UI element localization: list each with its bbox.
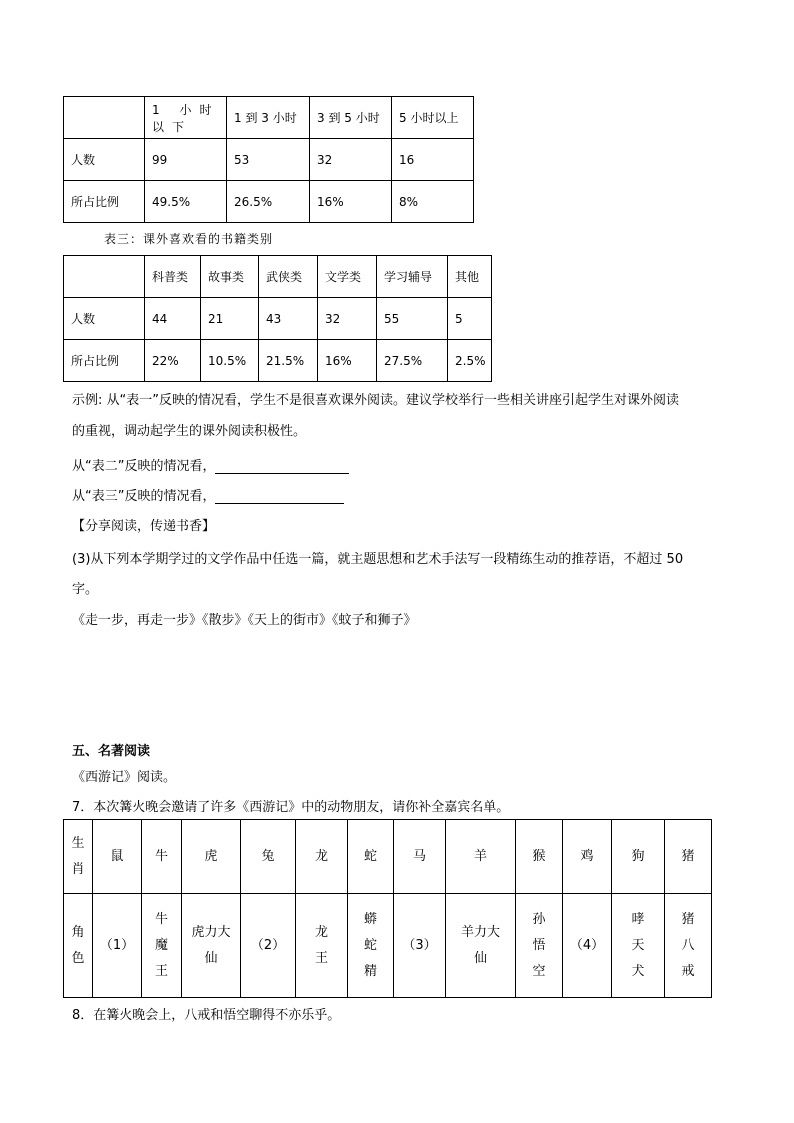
zodiac-cell xyxy=(348,820,394,894)
table-row xyxy=(64,298,492,340)
cell-text: 鸡 xyxy=(580,848,594,864)
table-cell: 53 xyxy=(227,139,310,181)
table-header-cell: 5 小时以上 xyxy=(392,97,474,139)
table-cell: 人数 xyxy=(64,139,145,181)
table-cell: 10.5% xyxy=(201,340,259,382)
role-cell xyxy=(348,894,394,998)
role-cell xyxy=(446,894,516,998)
zodiac-cell xyxy=(394,820,446,894)
cell-text: 蛇 xyxy=(363,937,377,953)
cell-text: 王 xyxy=(154,963,168,979)
question-table3 xyxy=(72,485,344,504)
table-cell: 55 xyxy=(377,298,448,340)
cell-text: （3） xyxy=(402,937,437,953)
role-cell xyxy=(516,894,563,998)
cell-text: 蛇 xyxy=(363,848,377,864)
cell-text: 天 xyxy=(631,937,645,953)
cell-text: 猴 xyxy=(532,848,546,864)
question-8-text: 8．在篝火晚会上，八戒和悟空聊得不亦乐乎。 xyxy=(72,1008,341,1023)
cell-text: 猪 xyxy=(681,911,695,927)
table-cell: 32 xyxy=(318,298,377,340)
zodiac-cell xyxy=(516,820,563,894)
zodiac-cell xyxy=(241,820,296,894)
table-cell: 人数 xyxy=(64,298,145,340)
cell-text: 羊力大 xyxy=(460,924,500,940)
role-cell xyxy=(142,894,182,998)
cell-text: 龙 xyxy=(314,924,328,940)
section-5-title: 五、名著阅读 xyxy=(72,744,151,759)
cell-text: 蟒 xyxy=(363,911,377,927)
cell-text: 虎力大 xyxy=(191,924,231,940)
role-cell xyxy=(296,894,348,998)
role-cell xyxy=(93,894,142,998)
role-cell xyxy=(665,894,712,998)
cell-text: 空 xyxy=(532,963,546,979)
reading-time-table xyxy=(63,96,474,223)
role-cell xyxy=(394,894,446,998)
question-table2 xyxy=(72,455,349,474)
cell-text: 哮 xyxy=(631,911,645,927)
question-text: 从“表二”反映的情况看， xyxy=(72,459,216,474)
cell-text: 肖 xyxy=(71,861,85,877)
table-cell: 44 xyxy=(145,298,201,340)
cell-text: 鼠 xyxy=(110,848,124,864)
zodiac-cell xyxy=(296,820,348,894)
cell-text: 羊 xyxy=(473,848,487,864)
cell-text: 角 xyxy=(71,924,85,940)
table-header-cell: 文学类 xyxy=(318,256,377,298)
cell-text: 兔 xyxy=(261,848,275,864)
section-heading: 【分享阅读，传递书香】 xyxy=(72,519,216,534)
table-row xyxy=(64,340,492,382)
table-cell: 16% xyxy=(310,181,392,223)
table-header-cell: 学习辅导 xyxy=(377,256,448,298)
zodiac-cell xyxy=(665,820,712,894)
cell-text: 猪 xyxy=(681,848,695,864)
cell-text: 仙 xyxy=(473,950,487,966)
table-header-cell: 1 小时以下 xyxy=(145,97,227,139)
works-list: 《走一步，再走一步》《散步》《天上的街市》《蚊子和狮子》 xyxy=(72,613,417,628)
table-header-cell: 武侠类 xyxy=(259,256,318,298)
cell-text: 龙 xyxy=(314,848,328,864)
table-header-row xyxy=(64,97,474,139)
cell-text: （4） xyxy=(569,937,605,953)
cell-text: 八 xyxy=(681,937,695,953)
cell-text: 悟 xyxy=(532,937,546,953)
zodiac-table xyxy=(63,819,712,998)
zodiac-cell xyxy=(64,820,93,894)
table-cell: 99 xyxy=(145,139,227,181)
cell-text: 戒 xyxy=(681,963,695,979)
role-row xyxy=(64,894,712,998)
cell-text: 生 xyxy=(71,835,85,851)
answer-blank[interactable] xyxy=(215,490,344,504)
question-text: 从“表三”反映的情况看， xyxy=(72,489,216,504)
book-category-table xyxy=(63,255,492,382)
table-cell: 16% xyxy=(318,340,377,382)
zodiac-cell xyxy=(93,820,142,894)
answer-blank[interactable] xyxy=(215,460,349,474)
cell-text: 仙 xyxy=(204,950,218,966)
zodiac-cell xyxy=(612,820,665,894)
cell-text: 虎 xyxy=(204,848,218,864)
zodiac-cell xyxy=(446,820,516,894)
zodiac-cell xyxy=(563,820,612,894)
table-header-row xyxy=(64,256,492,298)
role-cell xyxy=(241,894,296,998)
table-cell: 所占比例 xyxy=(64,181,145,223)
question-3-text: (3)从下列本学期学过的文学作品中任选一篇，就主题思想和艺术手法写一段精练生动的推荐语，不超过 50 xyxy=(72,552,684,567)
table-cell: 8% xyxy=(392,181,474,223)
role-cell xyxy=(64,894,93,998)
cell-text: 马 xyxy=(412,848,426,864)
table-cell: 49.5% xyxy=(145,181,227,223)
table-header-cell: 故事类 xyxy=(201,256,259,298)
table-row xyxy=(64,139,474,181)
table-header-cell: 其他 xyxy=(448,256,492,298)
table-cell: 2.5% xyxy=(448,340,492,382)
cell-text: 王 xyxy=(314,950,328,966)
table-cell: 21.5% xyxy=(259,340,318,382)
table-row xyxy=(64,181,474,223)
table-cell: 16 xyxy=(392,139,474,181)
table-cell: 所占比例 xyxy=(64,340,145,382)
table-cell xyxy=(64,97,145,139)
cell-text: 犬 xyxy=(631,963,645,979)
cell-text: （1） xyxy=(99,937,135,953)
section-5-intro: 《西游记》阅读。 xyxy=(72,770,177,785)
table-cell xyxy=(64,256,145,298)
cell-text: （2） xyxy=(250,937,286,953)
zodiac-row xyxy=(64,820,712,894)
cell-text: 精 xyxy=(363,963,377,979)
table-header-cell: 1 到 3 小时 xyxy=(227,97,310,139)
table-cell: 27.5% xyxy=(377,340,448,382)
table-cell: 22% xyxy=(145,340,201,382)
table-cell: 32 xyxy=(310,139,392,181)
example-text: 示例: 从“表一”反映的情况看，学生不是很喜欢课外阅读。建议学校举行一些相关讲座引起学生对课外阅读 xyxy=(72,393,679,408)
example-text: 的重视，调动起学生的课外阅读积极性。 xyxy=(72,424,307,439)
cell-text: 牛 xyxy=(154,848,168,864)
role-cell xyxy=(612,894,665,998)
table-cell: 5 xyxy=(448,298,492,340)
cell-text: 牛 xyxy=(154,911,168,927)
table-header-cell: 科普类 xyxy=(145,256,201,298)
cell-text: 狗 xyxy=(631,848,645,864)
question-7-text: 7．本次篝火晚会邀请了许多《西游记》中的动物朋友，请你补全嘉宾名单。 xyxy=(72,800,510,815)
cell-text: 魔 xyxy=(154,937,168,953)
question-3-text: 字。 xyxy=(72,582,99,597)
table-header-cell: 3 到 5 小时 xyxy=(310,97,392,139)
table-caption: 表三：课外喜欢看的书籍类别 xyxy=(104,232,274,246)
table-cell: 43 xyxy=(259,298,318,340)
role-cell xyxy=(182,894,241,998)
zodiac-cell xyxy=(142,820,182,894)
cell-text: 孙 xyxy=(532,911,546,927)
role-cell xyxy=(563,894,612,998)
table-cell: 26.5% xyxy=(227,181,310,223)
cell-text: 色 xyxy=(71,950,85,966)
zodiac-cell xyxy=(182,820,241,894)
table-cell: 21 xyxy=(201,298,259,340)
